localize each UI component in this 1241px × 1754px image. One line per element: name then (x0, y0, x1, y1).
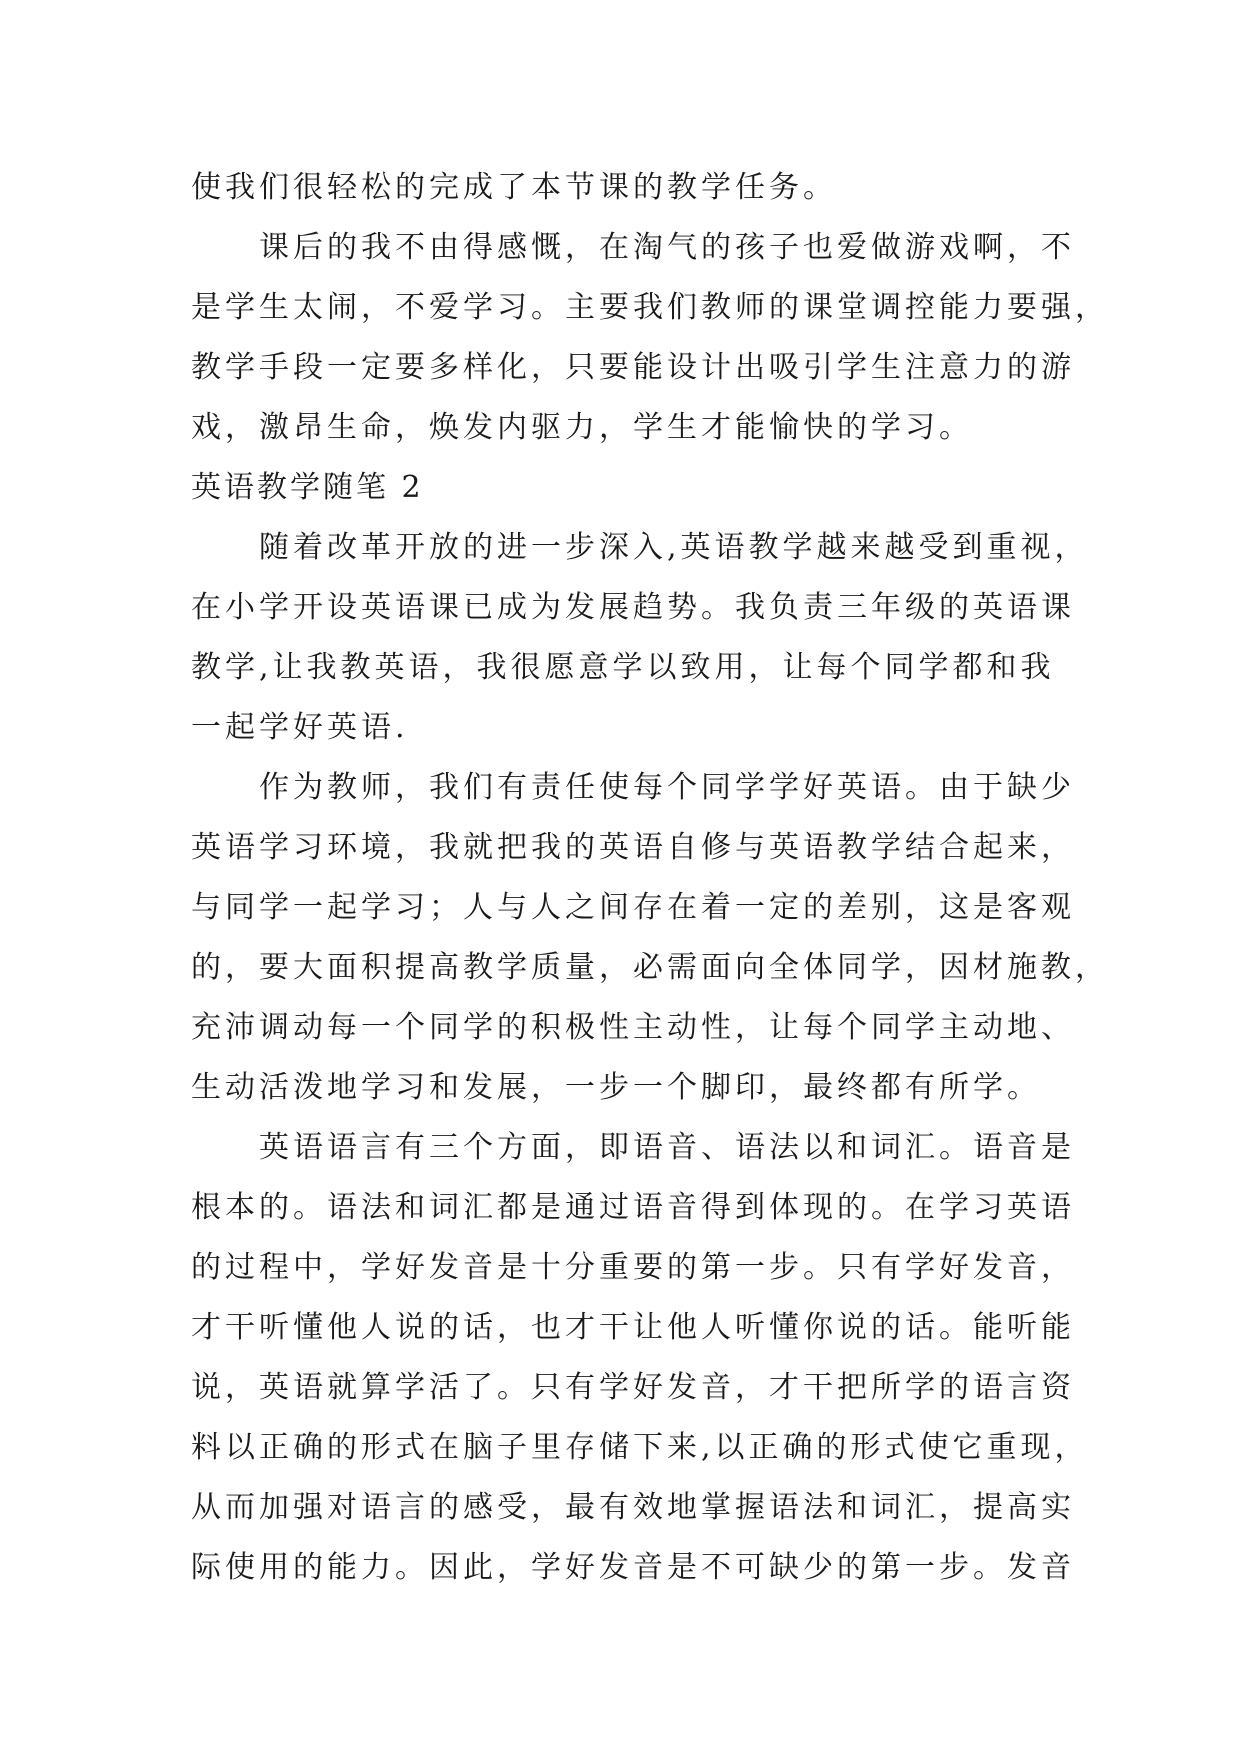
paragraph-line: 作为教师，我们有责任使每个同学学好英语。由于缺少 (259, 770, 1075, 805)
paragraph-line: 是学生太闹，不爱学习。主要我们教师的课堂调控能力要强， (191, 290, 1109, 325)
paragraph-line: 随着改革开放的进一步深入,英语教学越来越受到重视， (259, 530, 1089, 565)
paragraph-line: 英语语言有三个方面，即语音、语法以和词汇。语音是 (259, 1130, 1075, 1165)
paragraph-line: 英语学习环境，我就把我的英语自修与英语教学结合起来， (191, 830, 1075, 865)
paragraph-line: 从而加强对语言的感受，最有效地掌握语法和词汇，提高实 (191, 1490, 1075, 1525)
section-heading: 英语教学随笔 2 (191, 470, 424, 505)
paragraph-line: 使我们很轻松的完成了本节课的教学任务。 (191, 170, 837, 205)
paragraph-line: 的，要大面积提高教学质量，必需面向全体同学，因材施教， (191, 950, 1109, 985)
paragraph-line: 生动活泼地学习和发展，一步一个脚印，最终都有所学。 (191, 1070, 1041, 1105)
paragraph-line: 才干听懂他人说的话，也才干让他人听懂你说的话。能听能 (191, 1310, 1075, 1345)
paragraph-line: 戏，激昂生命，焕发内驱力，学生才能愉快的学习。 (191, 410, 973, 445)
paragraph-line: 课后的我不由得感慨，在淘气的孩子也爱做游戏啊，不 (259, 230, 1075, 265)
document-body (191, 158, 1109, 1598)
paragraph-line: 充沛调动每一个同学的积极性主动性，让每个同学主动地、 (191, 1010, 1075, 1045)
paragraph-line: 际使用的能力。因此，学好发音是不可缺少的第一步。发音 (191, 1550, 1075, 1585)
paragraph-line: 一起学好英语. (191, 710, 409, 745)
paragraph-line: 教学,让我教英语，我很愿意学以致用，让每个同学都和我 (191, 650, 1055, 685)
paragraph-line: 在小学开设英语课已成为发展趋势。我负责三年级的英语课 (191, 590, 1075, 625)
paragraph-line: 的过程中，学好发音是十分重要的第一步。只有学好发音， (191, 1250, 1075, 1285)
paragraph-line: 与同学一起学习；人与人之间存在着一定的差别，这是客观 (191, 890, 1075, 925)
paragraph-line: 说，英语就算学活了。只有学好发音，才干把所学的语言资 (191, 1370, 1075, 1405)
paragraph-line: 教学手段一定要多样化，只要能设计出吸引学生注意力的游 (191, 350, 1075, 385)
paragraph-line: 料以正确的形式在脑子里存储下来,以正确的形式使它重现， (191, 1430, 1089, 1465)
paragraph-line: 根本的。语法和词汇都是通过语音得到体现的。在学习英语 (191, 1190, 1075, 1225)
